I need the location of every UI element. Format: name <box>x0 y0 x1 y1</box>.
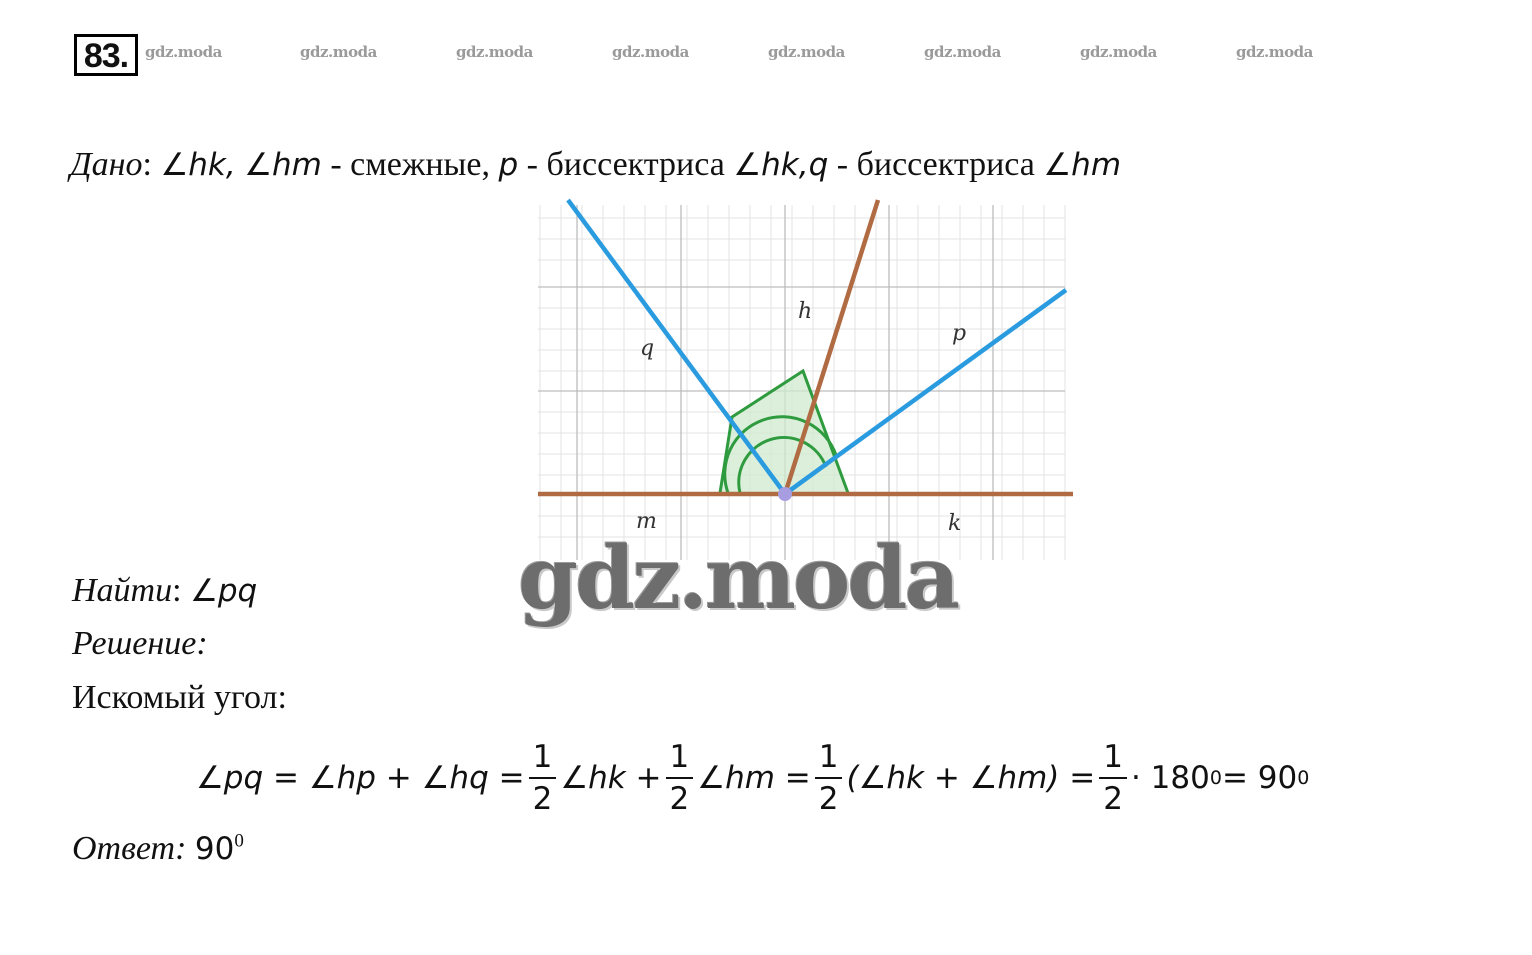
watermark-row <box>0 43 1532 63</box>
colon: : <box>196 625 208 662</box>
watermark-text: gdz.moda <box>924 43 1001 61</box>
watermark-text: gdz.moda <box>612 43 689 61</box>
fraction-half <box>815 737 843 819</box>
comma: , <box>225 147 236 183</box>
watermark-text: gdz.moda <box>768 43 845 61</box>
find-line: Найти: ∠pq <box>72 572 258 609</box>
eq-term: · 180 <box>1130 760 1210 796</box>
solution-label: Решение <box>72 625 197 662</box>
label-p: p <box>952 321 967 346</box>
angle-hk: ∠hk <box>160 147 226 183</box>
watermark-text: gdz.moda <box>1080 43 1157 61</box>
angle-hm: ∠hm <box>244 147 322 183</box>
given-label: Дано <box>70 146 143 183</box>
numerator: 1 <box>666 737 694 779</box>
numerator: 1 <box>1099 737 1127 779</box>
numerator: 1 <box>529 737 557 779</box>
main-equation <box>196 730 1309 826</box>
denominator: 2 <box>1103 781 1123 817</box>
label-m: m <box>636 509 657 534</box>
sought-angle-line: Искомый угол: <box>72 679 287 716</box>
fraction-half <box>666 737 694 819</box>
given-text: - биссектриса <box>828 146 1044 183</box>
fraction-half <box>1099 737 1127 819</box>
eq-term: ∠hk + <box>560 760 662 796</box>
watermark-text: gdz.moda <box>456 43 533 61</box>
numerator: 1 <box>815 737 843 779</box>
denominator: 2 <box>669 781 690 817</box>
answer-value: 90 <box>194 831 235 867</box>
ray-p <box>785 290 1066 494</box>
eq-lhs: ∠pq = ∠hp + ∠hq = <box>196 760 525 796</box>
ray-q: q <box>808 147 829 183</box>
geometry-figure <box>530 195 1090 565</box>
ray-q <box>568 200 785 494</box>
degree-sup: 0 <box>1297 767 1310 789</box>
given-text: - смежные, <box>321 146 499 183</box>
solution-line <box>72 625 208 663</box>
ray-p: p <box>498 147 519 183</box>
watermark-text: gdz.moda <box>1236 43 1313 61</box>
degree-sup: 0 <box>1209 767 1222 789</box>
find-value: ∠pq <box>190 573 258 609</box>
answer-line <box>72 830 244 868</box>
label-k: k <box>948 511 962 536</box>
eq-term: (∠hk + ∠hm) = <box>846 760 1096 796</box>
given-text: - биссектриса <box>518 146 734 183</box>
watermark-big: gdz.moda <box>518 528 958 629</box>
eq-result: = 90 <box>1221 760 1298 796</box>
comma: , <box>798 147 809 183</box>
problem-number: 83. <box>74 34 138 76</box>
answer-label: Ответ: <box>72 830 187 867</box>
angle-hk: ∠hk <box>733 147 799 183</box>
watermark-text: gdz.moda <box>145 43 222 61</box>
given-line: Дано: ∠hk, ∠hm - смежные, p - биссектриса ∠hk,q - биссектриса ∠hm <box>70 146 1122 183</box>
degree-sup: 0 <box>234 830 244 852</box>
denominator: 2 <box>532 781 553 817</box>
find-label: Найти <box>72 572 173 609</box>
angle-hm: ∠hm <box>1043 147 1122 183</box>
vertex-point <box>778 487 792 501</box>
label-h: h <box>798 299 813 324</box>
fraction-half <box>529 737 557 819</box>
eq-term: ∠hm = <box>697 760 811 796</box>
denominator: 2 <box>818 781 839 817</box>
watermark-text: gdz.moda <box>300 43 377 61</box>
label-q: q <box>640 336 655 361</box>
